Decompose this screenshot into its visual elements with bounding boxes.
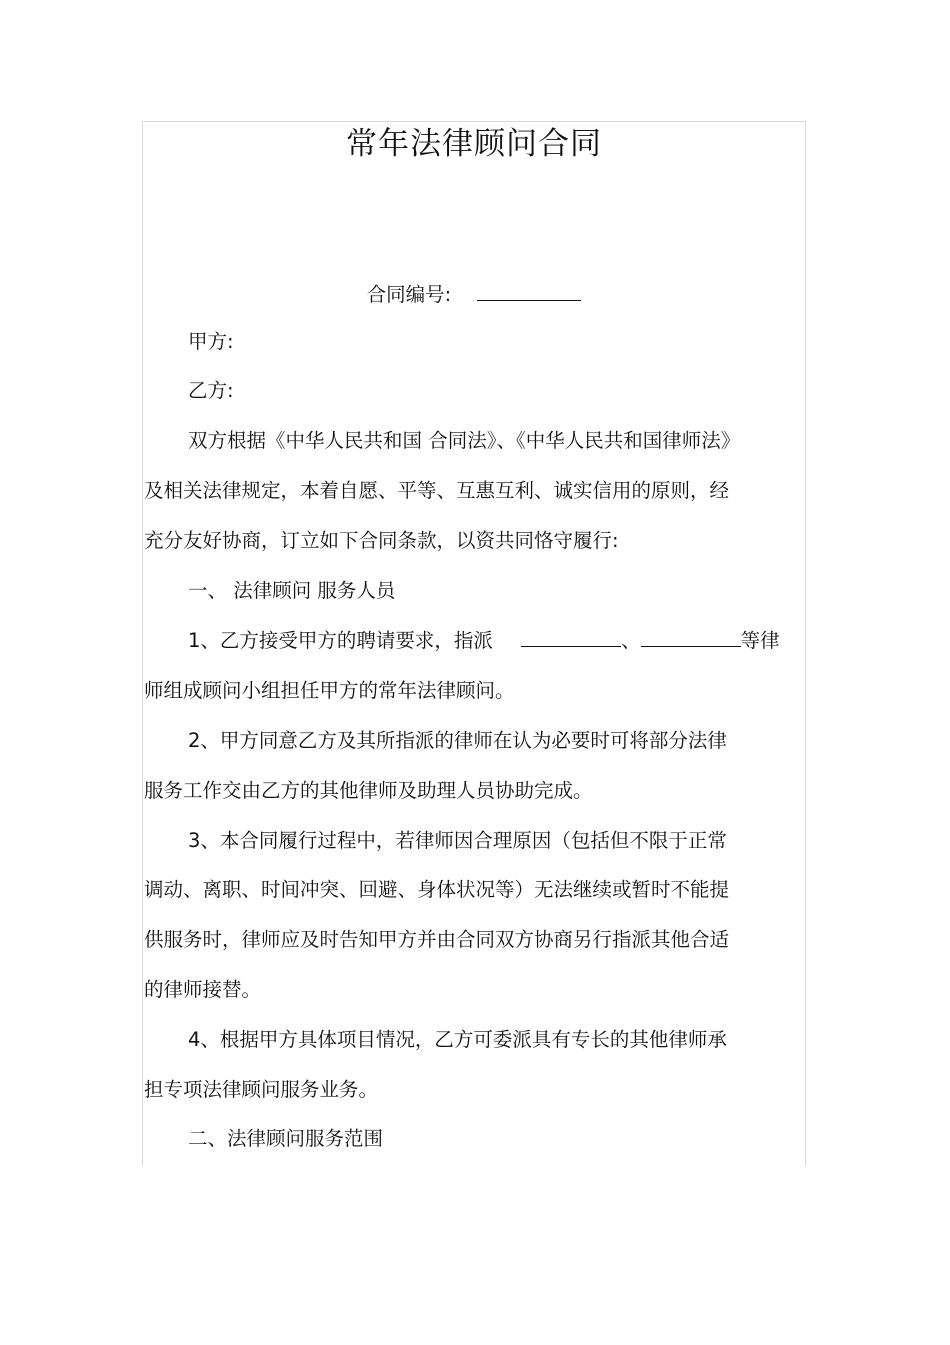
clause-2-line: 2、甲方同意乙方及其所指派的律师在认为必要时可将部分法律 (188, 729, 727, 752)
contract-number-label: 合同编号: (366, 283, 452, 306)
party-b-label: 乙方: (188, 379, 234, 402)
party-a-label: 甲方: (188, 330, 234, 353)
contract-number-blank[interactable] (477, 280, 581, 301)
clause-1-prefix: 1、乙方接受甲方的聘请要求，指派 (188, 629, 493, 652)
clause-1-line: 师组成顾问小组担任甲方的常年法律顾问。 (144, 679, 515, 702)
contract-number-line (144, 280, 804, 310)
clause-3-line: 供服务时，律师应及时告知甲方并由合同双方协商另行指派其他合适 (144, 928, 730, 951)
clause-3-line: 3、本合同履行过程中，若律师因合理原因（包括但不限于正常 (188, 829, 727, 852)
clause-1-line (144, 626, 848, 656)
lawyer-name-blank-1[interactable] (521, 626, 621, 647)
section-1-heading: 一、 法律顾问 服务人员 (188, 579, 396, 602)
clause-3-line: 调动、离职、时间冲突、回避、身体状况等）无法继续或暂时不能提 (144, 878, 730, 901)
section-2-heading: 二、法律顾问服务范围 (188, 1127, 384, 1150)
clause-3-line: 的律师接替。 (144, 978, 262, 1001)
intro-line: 及相关法律规定，本着自愿、平等、互惠互利、诚实信用的原则，经 (144, 479, 730, 502)
clause-2-line: 服务工作交由乙方的其他律师及助理人员协助完成。 (144, 779, 593, 802)
clause-1-suffix: 等律 (740, 629, 780, 652)
document-title: 常年法律顾问合同 (346, 126, 602, 162)
lawyer-name-blank-2[interactable] (641, 626, 741, 647)
clause-1-separator: 、 (621, 629, 641, 652)
clause-4-line: 担专项法律顾问服务业务。 (144, 1078, 379, 1101)
intro-line: 双方根据《中华人民共和国 合同法》、《中华人民共和国律师法》 (188, 429, 741, 452)
intro-line: 充分友好协商，订立如下合同条款，以资共同恪守履行: (144, 529, 619, 552)
clause-4-line: 4、根据甲方具体项目情况，乙方可委派具有专长的其他律师承 (188, 1028, 727, 1051)
